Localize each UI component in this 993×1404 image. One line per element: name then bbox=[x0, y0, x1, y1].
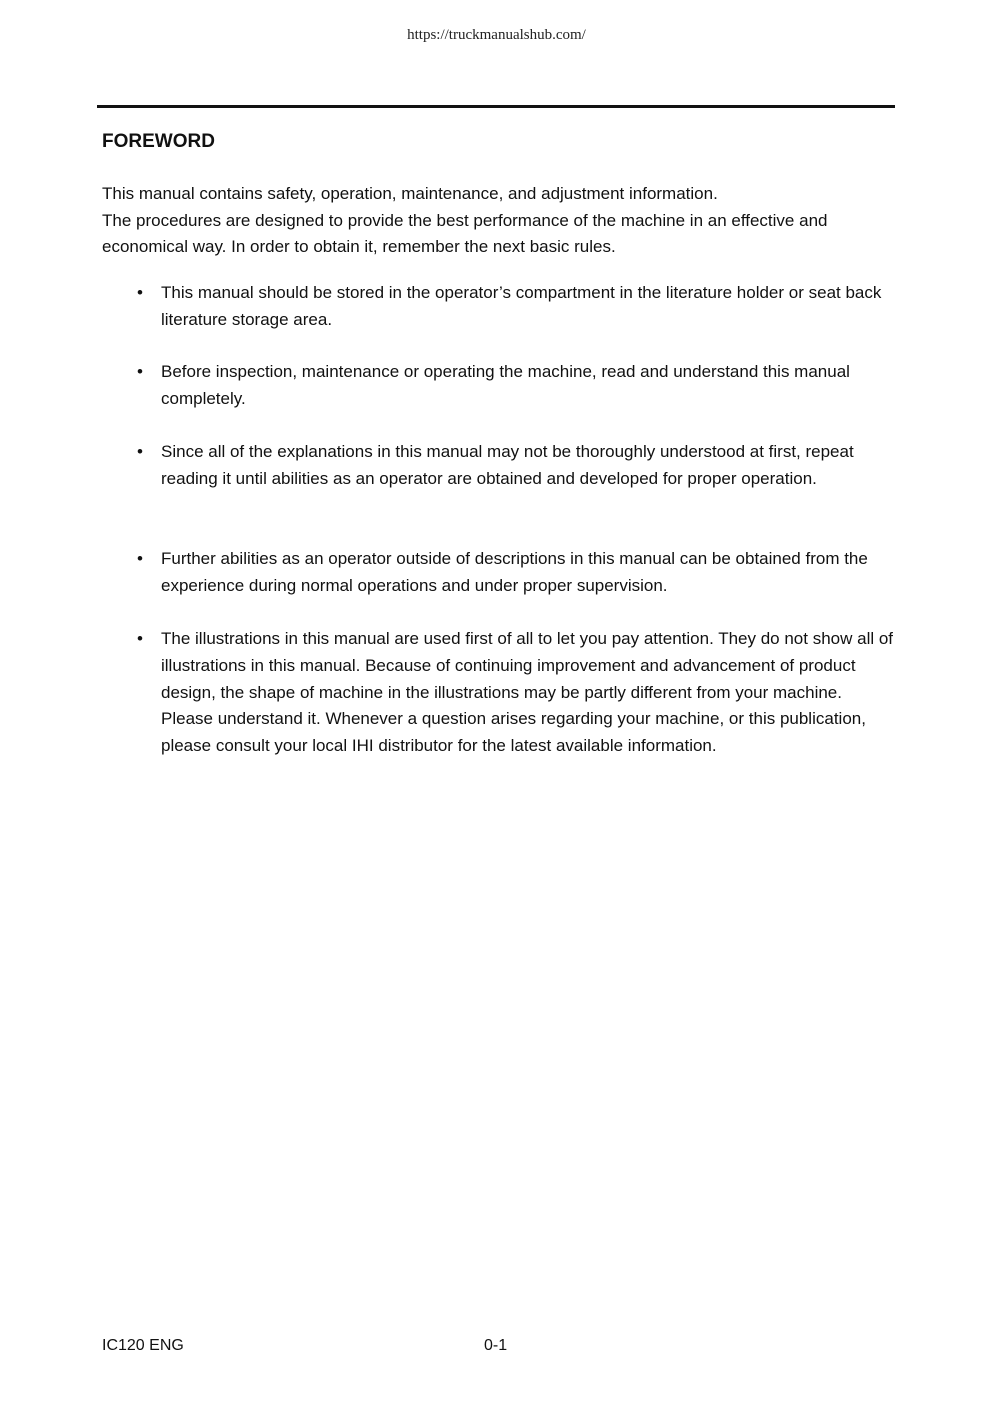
list-item-text: Before inspection, maintenance or operating the machine, read and understand this manual completely. bbox=[161, 362, 850, 408]
bullet-icon: • bbox=[137, 549, 143, 568]
list-item-text: Further abilities as an operator outside of descriptions in this manual can be obtained from the experience during normal operations and under proper supervision. bbox=[161, 549, 868, 595]
footer-page-number: 0-1 bbox=[484, 1337, 508, 1354]
bullet-icon: • bbox=[137, 362, 143, 381]
list-item-text: This manual should be stored in the operator’s compartment in the literature holder or seat back literature storage area. bbox=[161, 283, 882, 329]
top-divider bbox=[97, 105, 895, 108]
footer-doc-code: IC120 ENG bbox=[102, 1337, 184, 1354]
intro-line-2: The procedures are designed to provide the best performance of the machine in an effective and economical way. In order to obtain it, remember the next basic rules. bbox=[102, 210, 828, 256]
list-item-text: Since all of the explanations in this manual may not be thoroughly understood at first, repeat reading it until abilities as an operator are obtained and developed for proper operation. bbox=[161, 442, 854, 488]
bullet-icon: • bbox=[137, 629, 143, 648]
list-item-text: The illustrations in this manual are used first of all to let you pay attention. They do not show all of illustrations in this manual. Because of continuing improvement and advancement of product design, the shape of machine in the illustrations may be partly different from your machine. Please understand it. Whenever a question arises regarding your machine, or this publication, please consult your local IHI distributor for the latest available information. bbox=[161, 629, 894, 756]
intro-line-1: This manual contains safety, operation, maintenance, and adjustment information. bbox=[102, 184, 718, 203]
bullet-icon: • bbox=[137, 283, 143, 302]
header-url[interactable]: https://truckmanualshub.com/ bbox=[407, 27, 586, 43]
section-title: FOREWORD bbox=[102, 131, 215, 152]
bullet-icon: • bbox=[137, 442, 143, 461]
intro-paragraph bbox=[102, 181, 897, 261]
